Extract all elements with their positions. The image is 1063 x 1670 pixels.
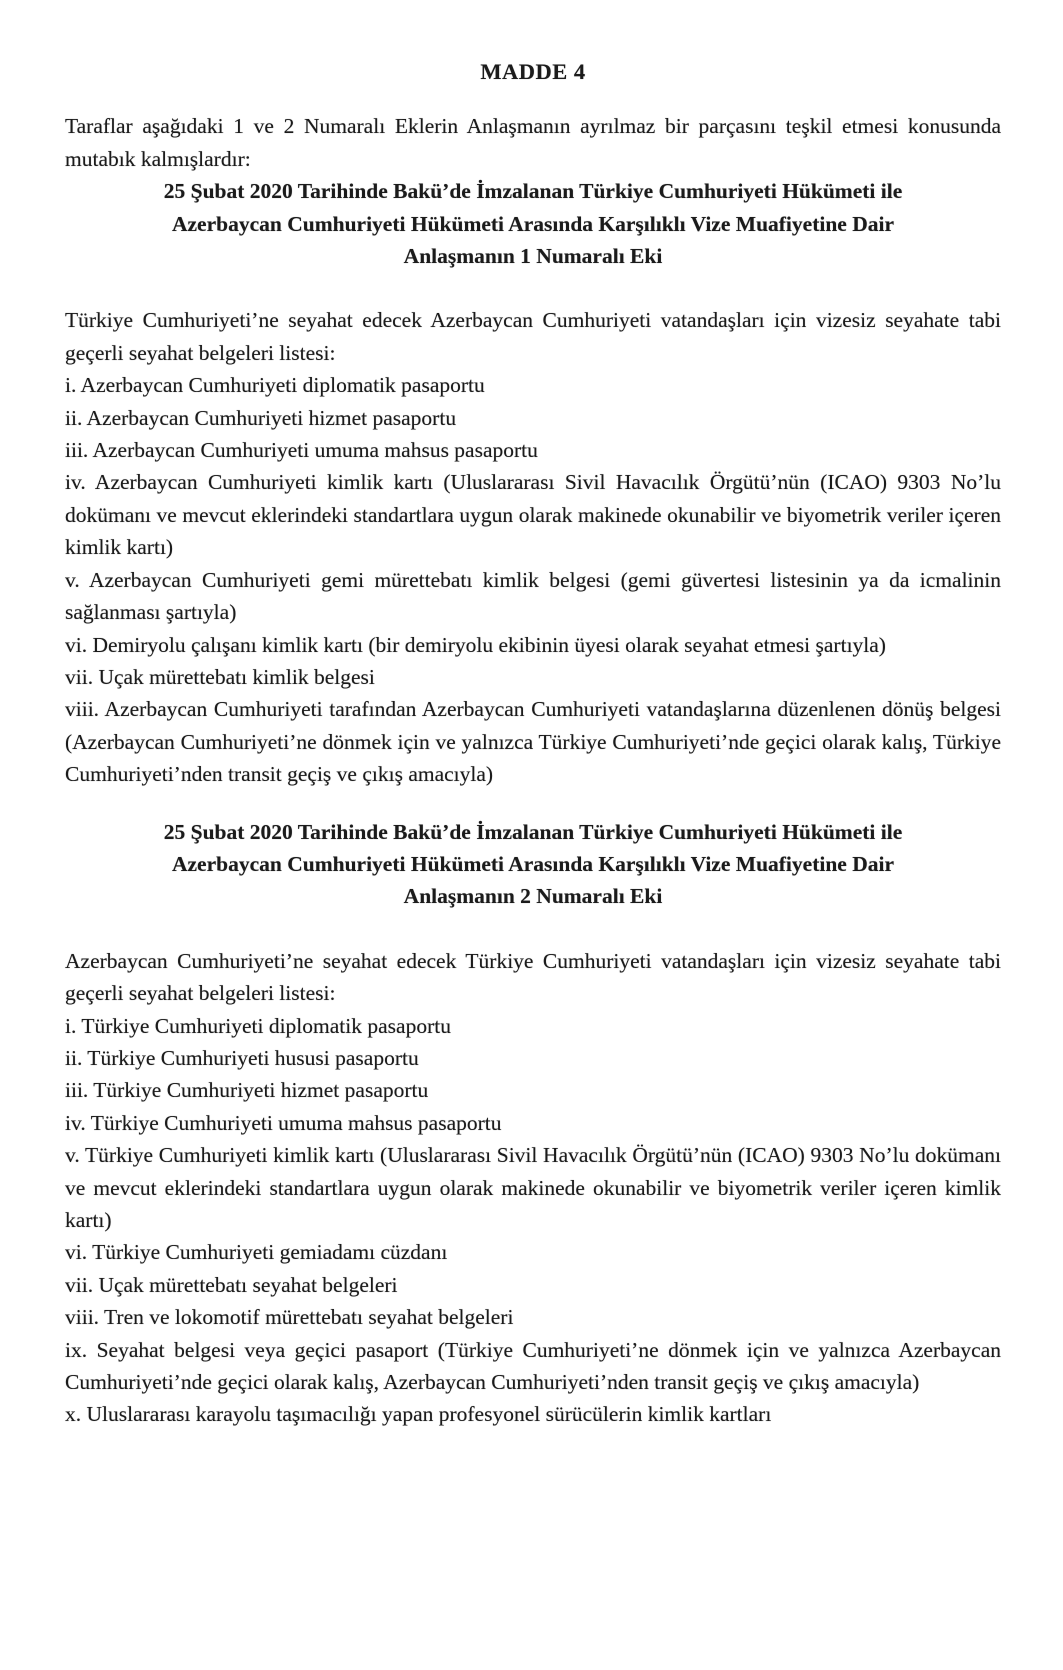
- annex2-list: [65, 1010, 1001, 1431]
- annex1-intro: Türkiye Cumhuriyeti’ne seyahat edecek Azerbaycan Cumhuriyeti vatandaşları için vizesiz seyahate tabi geçerli seyahat belgeleri listesi:: [65, 308, 1001, 365]
- annex2-item: viii. Tren ve lokomotif mürettebatı seyahat belgeleri: [65, 1305, 514, 1330]
- annex2-item: ii. Türkiye Cumhuriyeti hususi pasaportu: [65, 1045, 419, 1070]
- annex1-item: iii. Azerbaycan Cumhuriyeti umuma mahsus pasaportu: [65, 438, 538, 463]
- annex2-item: ix. Seyahat belgesi veya geçici pasaport (Türkiye Cumhuriyeti’ne dönmek için ve yalnızca Azerbaycan Cumhuriyeti’nde geçici olarak kalış, Azerbaycan Cumhuriyeti’nden transit geçiş ve çıkış amacıyla): [65, 1337, 1001, 1395]
- annex2-heading-line: Azerbaycan Cumhuriyeti Hükümeti Arasında Karşılıklı Vize Muafiyetine Dair: [171, 851, 894, 876]
- annex1-list: [65, 369, 1001, 790]
- annex1-heading-line: 25 Şubat 2020 Tarihinde Bakü’de İmzalanan Türkiye Cumhuriyeti Hükümeti ile: [163, 179, 903, 204]
- annex2-item: v. Türkiye Cumhuriyeti kimlik kartı (Uluslararası Sivil Havacılık Örgütü’nün (ICAO) 9303 No’lu dokümanı ve mevcut eklerindeki standartlara uygun olarak makinede okunabilir ve biyometrik veriler içeren kimlik kartı): [65, 1143, 1001, 1232]
- annex1-heading-line: Anlaşmanın 1 Numaralı Eki: [403, 244, 663, 269]
- annex2-item: iv. Türkiye Cumhuriyeti umuma mahsus pasaportu: [65, 1110, 502, 1135]
- annex1-item: vi. Demiryolu çalışanı kimlik kartı (bir demiryolu ekibinin üyesi olarak seyahat etmesi şartıyla): [65, 632, 886, 657]
- intro-paragraph: Taraflar aşağıdaki 1 ve 2 Numaralı Eklerin Anlaşmanın ayrılmaz bir parçasını teşkil etmesi konusunda mutabık kalmışlardır:: [65, 114, 1001, 171]
- annex1-heading-line: Azerbaycan Cumhuriyeti Hükümeti Arasında Karşılıklı Vize Muafiyetine Dair: [171, 211, 894, 236]
- annex1-heading: [65, 175, 1001, 272]
- annex2-heading-line: Anlaşmanın 2 Numaralı Eki: [403, 884, 663, 909]
- annex1-item: v. Azerbaycan Cumhuriyeti gemi mürettebatı kimlik belgesi (gemi güvertesi listesinin ya da icmalinin sağlanması şartıyla): [65, 567, 1001, 625]
- annex1-item: i. Azerbaycan Cumhuriyeti diplomatik pasaportu: [65, 373, 485, 398]
- article-title: MADDE 4: [480, 59, 586, 84]
- annex2-item: iii. Türkiye Cumhuriyeti hizmet pasaportu: [65, 1078, 429, 1103]
- annex2-item: vii. Uçak mürettebatı seyahat belgeleri: [65, 1272, 398, 1297]
- annex2-intro: Azerbaycan Cumhuriyeti’ne seyahat edecek Türkiye Cumhuriyeti vatandaşları için vizesiz seyahate tabi geçerli seyahat belgeleri listesi:: [65, 948, 1001, 1006]
- annex2-item: x. Uluslararası karayolu taşımacılığı yapan profesyonel sürücülerin kimlik kartları: [65, 1402, 772, 1427]
- annex1-item: iv. Azerbaycan Cumhuriyeti kimlik kartı (Uluslararası Sivil Havacılık Örgütü’nün (ICAO) 9303 No’lu dokümanı ve mevcut eklerindeki standartlara uygun olarak makinede okunabilir ve biyometrik veriler içeren kimlik kartı): [65, 470, 1001, 560]
- annex2-item: vi. Türkiye Cumhuriyeti gemiadamı cüzdanı: [65, 1240, 448, 1265]
- annex1-item: vii. Uçak mürettebatı kimlik belgesi: [65, 664, 375, 689]
- annex1-item: ii. Azerbaycan Cumhuriyeti hizmet pasaportu: [65, 405, 457, 430]
- annex1-item: viii. Azerbaycan Cumhuriyeti tarafından Azerbaycan Cumhuriyeti vatandaşlarına düzenlenen dönüş belgesi (Azerbaycan Cumhuriyeti’ne dönmek için ve yalnızca Türkiye Cumhuriyeti’nde geçici olarak kalış, Türkiye Cumhuriyeti’nden transit geçiş ve çıkış amacıyla): [65, 697, 1001, 787]
- annex2-heading-line: 25 Şubat 2020 Tarihinde Bakü’de İmzalanan Türkiye Cumhuriyeti Hükümeti ile: [163, 819, 903, 844]
- annex2-item: i. Türkiye Cumhuriyeti diplomatik pasaportu: [65, 1013, 451, 1038]
- annex2-heading: [65, 816, 1001, 913]
